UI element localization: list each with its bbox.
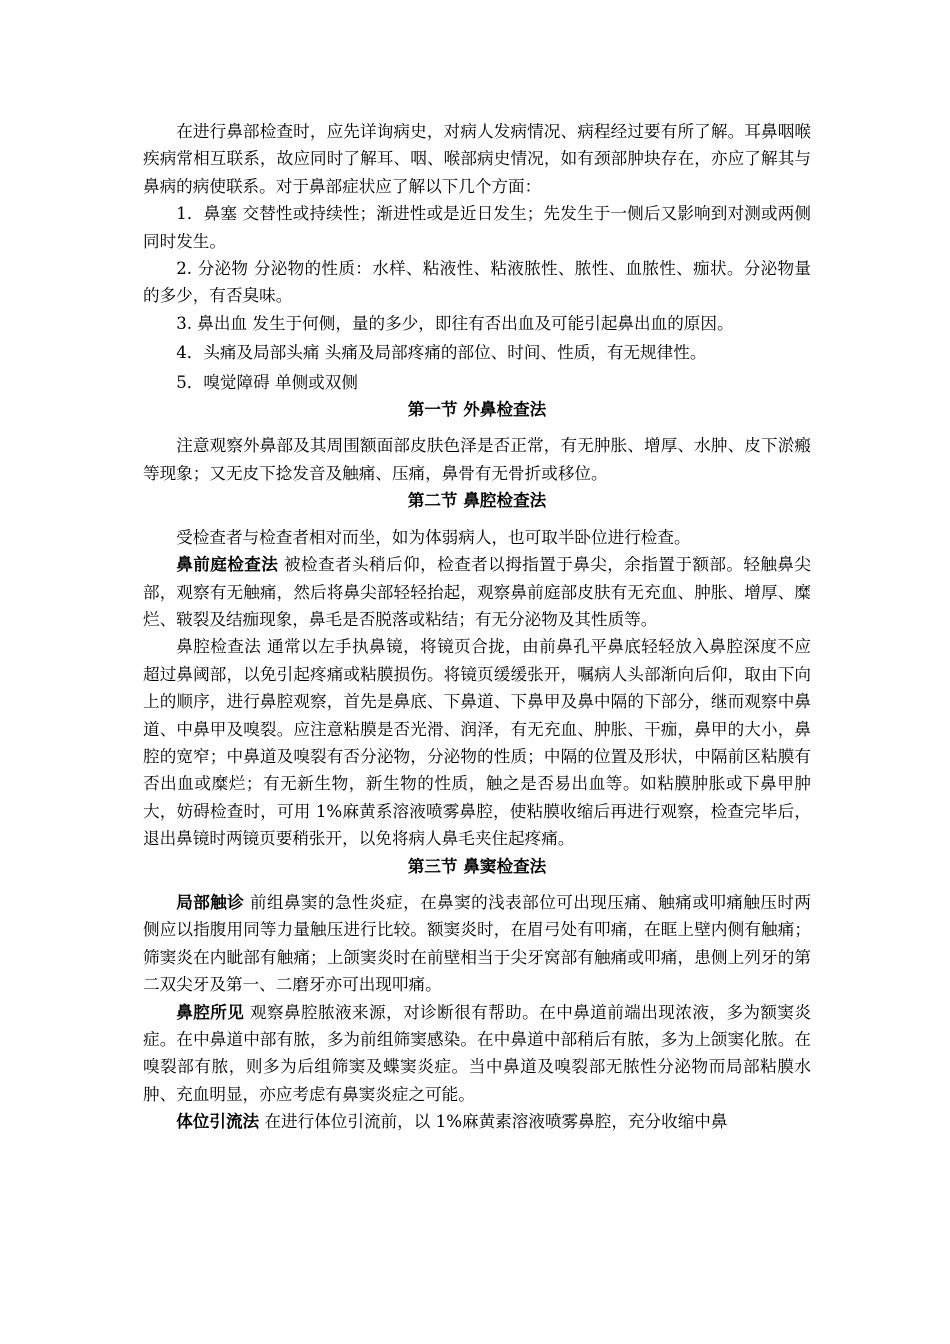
symptom-item-3-text: 发生于何侧，量的多少，即往有否出血及可能引起鼻出血的原因。 (252, 313, 734, 333)
section3-paragraph-findings (143, 999, 811, 1109)
symptom-item-5 (143, 369, 811, 396)
symptom-item-1-text: 交替性或持续性；渐进性或是近日发生；先发生于一侧后又影响到对测或两侧同时发生。 (143, 204, 811, 251)
section3-paragraph-palpation (143, 889, 811, 999)
symptom-item-5-text: 单侧或双侧 (275, 372, 358, 392)
palpation-label: 局部触诊 (176, 891, 245, 912)
symptom-item-4-text: 头痛及局部疼痛的部位、时间、性质，有无规律性。 (324, 343, 707, 363)
palpation-text: 前组鼻窦的急性炎症，在鼻窦的浅表部位可出现压痛、触痛或叩痛触压时两侧应以指腹用同等力量触压进行比较。额窦炎时，在眉弓处有叩痛，在眶上壁内侧有触痛；筛窦炎在内眦部有触痛；上颌窦炎时在前壁相当于尖牙窝部有触痛或叩痛，患侧上列牙的第二双尖牙及第一、二磨牙亦可出现叩痛。 (143, 892, 812, 995)
section1-paragraph: 注意观察外鼻部及其周围额面部皮肤色泽是否正常，有无肿胀、增厚、水肿、皮下淤瘢等现象；又无皮下捻发音及触痛、压痛，鼻骨有无骨折或移位。 (143, 436, 811, 483)
symptom-item-5-label: 5．嗅觉障碍 (176, 372, 270, 392)
symptom-item-1 (143, 200, 811, 255)
symptom-item-1-label: 1．鼻塞 (176, 204, 238, 224)
drainage-label: 体位引流法 (176, 1111, 260, 1132)
section2-paragraph-cavity (143, 633, 811, 852)
vestibule-exam-text: 被检查者头稍后仰，检查者以拇指置于鼻尖，余指置于额部。轻触鼻尖部，观察有无触痛，然后将鼻尖部轻轻抬起，观察鼻前庭部皮肤有无充血、肿胀、增厚、糜烂、皲裂及结痂现象，鼻毛是否脱落或粘结；有无分泌物及其性质等。 (143, 555, 812, 629)
vestibule-exam-label: 鼻前庭检查法 (176, 554, 279, 575)
symptom-item-2-text: 分泌物的性质：水样、粘液性、粘液脓性、脓性、血脓性、痂状。分泌物量的多少，有否臭味。 (143, 259, 812, 306)
document-page (143, 118, 811, 1136)
cavity-exam-label: 鼻腔检查法 (176, 637, 262, 657)
symptom-item-4-label: 4．头痛及局部头痛 (176, 343, 320, 363)
section3-heading: 第三节 鼻窦检查法 (407, 855, 547, 876)
findings-text: 观察鼻腔脓液来源，对诊断很有帮助。在中鼻道前端出现浓液，多为额窦炎症。在中鼻道中部有脓，多为前组筛窦感染。在中鼻道中部稍后有脓，多为上颌窦化脓。在嗅裂部有脓，则多为后组筛窦及蝶窦炎症。当中鼻道及嗅裂部无脓性分泌物而局部粘膜水肿、充血明显，亦应考虑有鼻窦炎症之可能。 (143, 1002, 812, 1104)
section2-paragraph-position: 受检查者与检查者相对而坐，如为体弱病人，也可取半卧位进行检查。 (176, 527, 691, 547)
findings-label: 鼻腔所见 (176, 1001, 245, 1022)
intro-paragraph: 在进行鼻部检查时，应先详询病史，对病人发病情况、病程经过要有所了解。耳鼻咽喉疾病常相互联系，故应同时了解耳、咽、喉部病史情况，如有颈部肿块存在，亦应了解其与鼻病的病使联系。对于鼻部症状应了解以下几个方面： (143, 122, 811, 196)
symptom-item-4 (143, 339, 811, 366)
section2-paragraph-vestibule (143, 551, 811, 633)
symptom-item-2 (143, 255, 811, 310)
section3-paragraph-drainage (143, 1108, 811, 1135)
symptom-item-2-label: 2. 分泌物 (176, 259, 249, 279)
symptom-item-3-label: 3. 鼻出血 (176, 313, 248, 333)
cavity-exam-text: 通常以左手执鼻镜，将镜页合拢，由前鼻孔平鼻底轻轻放入鼻腔深度不应超过鼻阈部，以免引起疼痛或粘膜损伤。将镜页缓缓张开，嘱病人头部渐向后仰，取由下向上的顺序，进行鼻腔观察，首先是鼻底、下鼻道、下鼻甲及鼻中隔的下部分，继而观察中鼻道、中鼻甲及嗅裂。应注意粘膜是否光滑、润泽，有无充血、肿胀、干痂，鼻甲的大小，鼻腔的宽窄；中鼻道及嗅裂有否分泌物，分泌物的性质；中隔的位置及形状，中隔前区粘膜有否出血或糜烂；有无新生物，新生物的性质，触之是否易出血等。如粘膜肿胀或下鼻甲肿大，妨碍检查时，可用 1%麻黄系溶液喷雾鼻腔，使粘膜收缩后再进行观察，检查完毕后，退出鼻镜时两镜页要稍张开，以免将病人鼻毛夹住起疼痛。 (143, 637, 812, 849)
section2-heading: 第二节 鼻腔检查法 (407, 490, 547, 511)
drainage-text: 在进行体位引流前，以 1%麻黄素溶液喷雾鼻腔，充分收缩中鼻 (264, 1112, 728, 1132)
section1-heading: 第一节 外鼻检查法 (407, 399, 547, 420)
symptom-item-3 (143, 310, 811, 337)
